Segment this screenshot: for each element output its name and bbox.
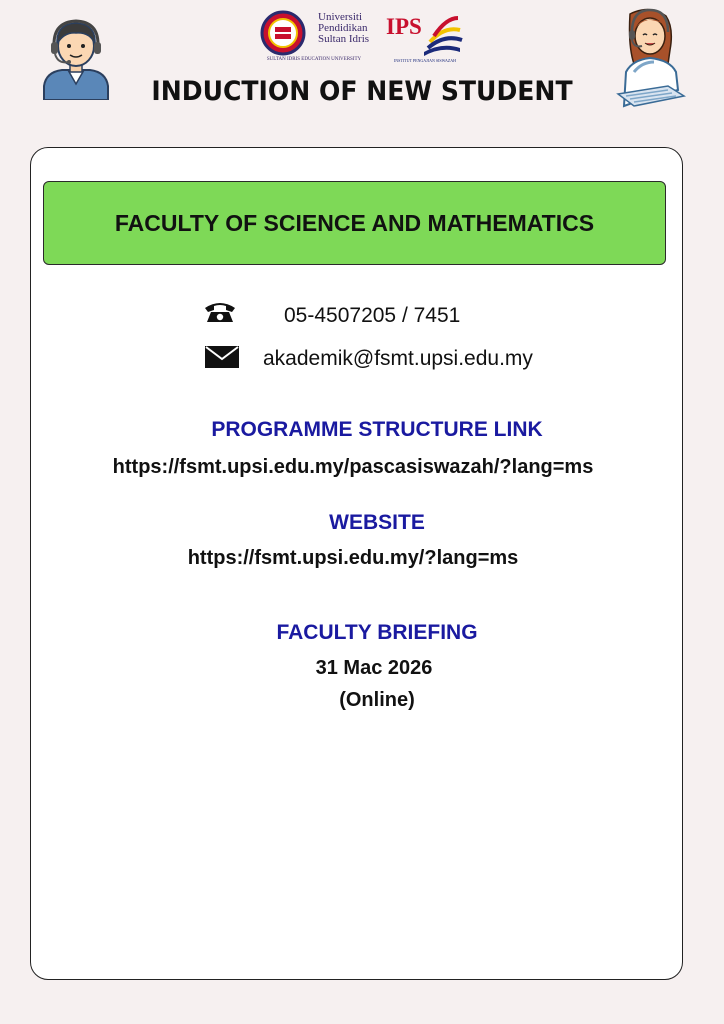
- briefing-date: 31 Mac 2026: [315, 657, 433, 679]
- ips-logo: [386, 10, 464, 68]
- faculty-briefing-heading: FACULTY BRIEFING: [276, 621, 478, 644]
- programme-structure-link[interactable]: https://fsmt.upsi.edu.my/pascasiswazah/?lang=ms: [112, 456, 594, 478]
- envelope-icon: [205, 346, 239, 368]
- upsi-line2: Pendidikan: [318, 22, 368, 34]
- faculty-banner: [43, 181, 666, 265]
- programme-structure-heading: PROGRAMME STRUCTURE LINK: [211, 418, 543, 441]
- upsi-line3: Sultan Idris: [318, 33, 370, 45]
- website-heading: WEBSITE: [329, 511, 425, 534]
- upsi-crest-icon: [258, 10, 308, 56]
- ips-subtitle: INSTITUT PENGAJIAN SISWAZAH: [393, 58, 457, 63]
- ips-book-icon: [420, 12, 464, 56]
- website-link[interactable]: https://fsmt.upsi.edu.my/?lang=ms: [187, 547, 519, 569]
- upsi-subtitle: SULTAN IDRIS EDUCATION UNIVERSITY: [266, 57, 362, 62]
- upsi-logo: [258, 10, 370, 68]
- telephone-icon: [203, 300, 237, 324]
- faculty-name: FACULTY OF SCIENCE AND MATHEMATICS: [114, 210, 595, 236]
- page-title: INDUCTION OF NEW STUDENT: [151, 76, 573, 107]
- phone-number: 05-4507205 / 7451: [284, 304, 461, 327]
- ips-title: IPS: [386, 14, 422, 39]
- email-address: akademik@fsmt.upsi.edu.my: [263, 347, 533, 370]
- upsi-line1: Universiti: [318, 11, 362, 23]
- briefing-mode: (Online): [339, 689, 415, 711]
